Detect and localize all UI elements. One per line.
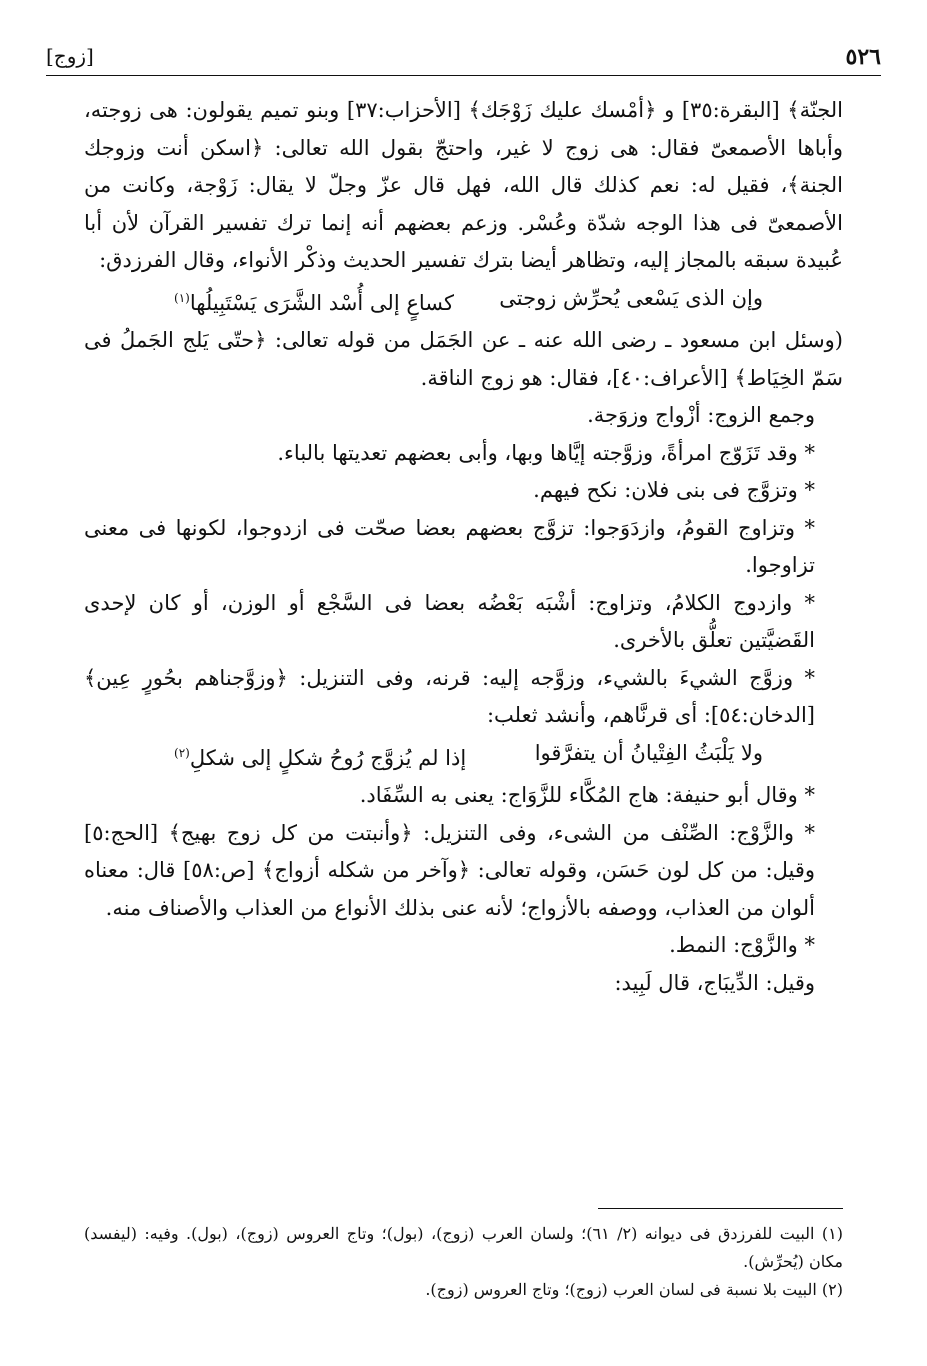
paragraph: * وقال أبو حنيفة: هاج المُكَّاء للزَّوَاج: يعنى به السِّفَاد.	[359, 783, 815, 807]
verse-hemistich-second	[174, 735, 466, 778]
paragraph: وقيل: الدِّيبَاج، قال لَبِيد:	[614, 970, 815, 995]
verse-text: كساعٍ إلى أُسْد الشَّرَى يَسْتَبِيلُها	[189, 290, 454, 315]
page-header	[46, 40, 881, 72]
paragraph: * وتزاوج القومُ، وازدَوَجوا: تزوَّج بعضهم بعضا صحّت فى ازدوجوا، لكونها فى معنى تزاوجوا.	[84, 515, 815, 577]
running-head: [زوج]	[46, 44, 94, 68]
paragraph: * وزوَّج الشيءَ بالشيء، وزوَّجه إليه: قرنه، وفى التنزيل: ﴿وزوَّجناهم بحُورٍ عِين﴾ [الدخان:٥٤]: أى قرنَّاهم، وأنشد ثعلب:	[84, 665, 815, 727]
paragraph: * والزَّوْج: الصِّنْف من الشىء، وفى التنزيل: ﴿وأنبتت من كل زوج بهيج﴾ [الحج:٥] وقيل: من كل لون حَسَن، وقوله تعالى: ﴿وآخر من شكله أزواج﴾ [ص:٥٨] قال: معناه ألوان من العذاب، ووصفه بالأزواج؛ لأنه عنى بذلك الأنواع من العذاب والأصناف منه.	[84, 820, 815, 920]
footnote: (١) البيت للفرزدق فى ديوانه (٢/ ٦١)؛ ولسان العرب (زوج)، (بول)؛ وتاج العروس (زوج)، (بول). وفيه: (ليفسد) مكان (يُحرِّش).	[84, 1224, 844, 1271]
verse-line	[84, 280, 843, 323]
footnote-marker: (٢)	[174, 745, 190, 760]
paragraph: وجمع الزوج: أزْواج وزوَجة.	[587, 403, 815, 427]
footnote: (٢) البيت بلا نسبة فى لسان العرب (زوج)؛ وتاج العروس (زوج).	[425, 1280, 843, 1299]
verse-hemistich-first: وإن الذى يَسْعى يُحرِّش زوجتى	[499, 285, 763, 310]
paragraph: الجنّة﴾ [البقرة:٣٥] و ﴿أمْسك عليك زَوْجَك﴾ [الأحزاب:٣٧] وبنو تميم يقولون: هى زوجته، وأباها الأصمعىّ فقال: هى زوج لا غير، واحتجّ بقول الله تعالى: ﴿اسكن أنت وزوجك الجنة﴾، فقيل له: نعم كذلك قال الله، فهل قال عزّ وجلّ لا يقال: زَوْجة، وكانت من الأصمعىّ فى هذا الوجه شدّة وعُسْر. وزعم بعضهم أنه إنما ترك تفسير القرآن لأن أبا عُبيدة سبقه بالمجاز إليه، وتظاهر أيضا بترك تفسير الحديث وذكْر الأنواء، وقال الفرزدق:	[84, 98, 843, 272]
footnote-marker: (١)	[174, 290, 190, 305]
footnotes	[84, 1220, 843, 1304]
body-text	[84, 92, 843, 1002]
verse-hemistich-first: ولا يَلْبَثُ الفِتْيانُ أن يتفرَّقوا	[534, 740, 763, 765]
paragraph: * وقد تَزَوّج امرأةً، وزوَّجته إيَّاها وبها، وأبى بعضهم تعديتها بالباء.	[277, 440, 815, 465]
verse-hemistich-second	[174, 280, 454, 323]
paragraph: * والزَّوْج: النمط.	[669, 933, 815, 957]
verse-text: إذا لم يُزوَّج رُوحُ شكلٍ إلى شكلِ	[189, 745, 467, 770]
footnote-rule	[598, 1208, 843, 1209]
page-number: ٥٢٦	[845, 44, 881, 70]
paragraph: * وازدوج الكلامُ، وتزاوج: أشْبَه بَعْضُه بعضا فى السَّجْع أو الوزن، أو كان لإحدى القَضيَّتين تعلُّق بالأخرى.	[84, 590, 815, 652]
paragraph: (وسئل ابن مسعود ـ رضى الله عنه ـ عن الجَمَل من قوله تعالى: ﴿حتّى يَلج الجَملُ فى سَمّ الخِيَاط﴾ [الأعراف:٤٠]، فقال: هو زوج الناقة.	[84, 328, 843, 390]
header-rule	[46, 75, 881, 76]
verse-line	[84, 735, 843, 778]
paragraph: * وتزوَّج فى بنى فلان: نكح فيهم.	[533, 478, 815, 502]
